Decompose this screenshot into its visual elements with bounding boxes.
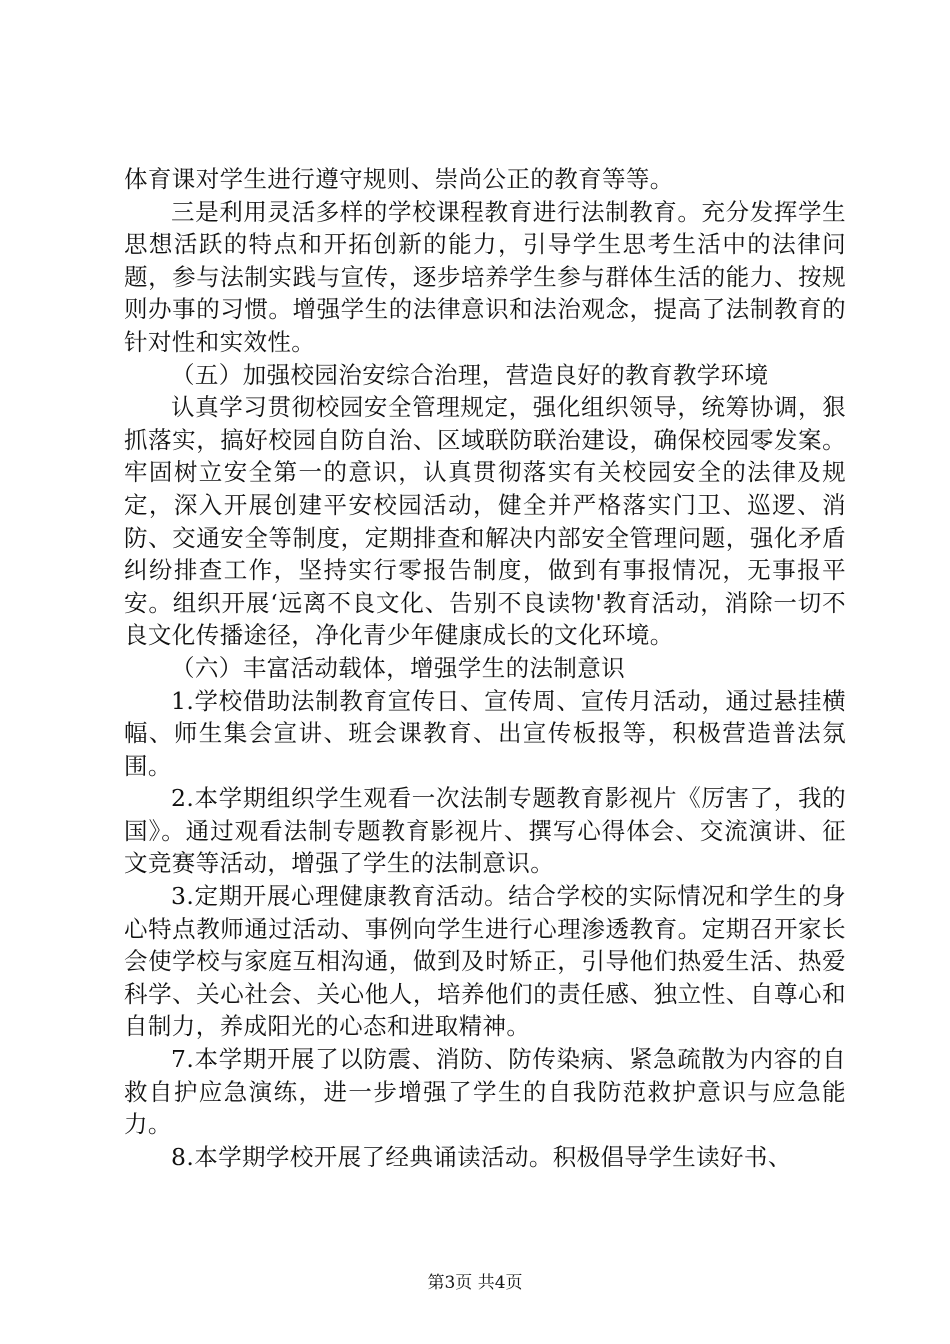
list-item-8: 8.本学期学校开展了经典诵读活动。积极倡导学生读好书、: [171, 1142, 792, 1171]
list-item-2: 2.本学期组织学生观看一次法制专题教育影视片《厉害了，我的国》。通过观看法制专题教育影视片、撰写心得体会、交流演讲、征文竞赛等活动，增强了学生的法制意识。: [124, 784, 846, 878]
paragraph-course-education: 三是利用灵活多样的学校课程教育进行法制教育。充分发挥学生思想活跃的特点和开拓创新的能力，引导学生思考生活中的法律问题，参与法制实践与宣传，逐步培养学生参与群体生活的能力、按规则办事的习惯。增强学生的法律意识和法治观念，提高了法制教育的针对性和实效性。: [124, 197, 846, 356]
list-item-3: 3.定期开展心理健康教育活动。结合学校的实际情况和学生的身心特点教师通过活动、事例向学生进行心理渗透教育。定期召开家长会使学校与家庭互相沟通，做到及时矫正，引导他们热爱生活、热爱科学、关心社会、关心他人，培养他们的责任感、独立性、自尊心和自制力，养成阳光的心态和进取精神。: [124, 882, 846, 1041]
section-heading-six: （六）丰富活动载体，增强学生的法制意识: [171, 653, 626, 682]
list-item-1: 1.学校借助法制教育宣传日、宣传周、宣传月活动，通过悬挂横幅、师生集会宣讲、班会课教育、出宣传板报等，积极营造普法氛围。: [124, 686, 846, 780]
page-number-footer: 第3页 共4页: [427, 1273, 523, 1293]
section-heading-five: （五）加强校园治安综合治理，营造良好的教育教学环境: [171, 360, 769, 389]
paragraph-campus-safety: 认真学习贯彻校园安全管理规定，强化组织领导，统筹协调，狠抓落实，搞好校园自防自治、区域联防联治建设，确保校园零发案。牢固树立安全第一的意识，认真贯彻落实有关校园安全的法律及规定，深入开展创建平安校园活动，健全并严格落实门卫、巡逻、消防、交通安全等制度，定期排查和解决内部安全管理问题，强化矛盾纠纷排查工作，坚持实行零报告制度，做到有事报情况，无事报平安。组织开展‘远离不良文化、告别不良读物'教育活动，消除一切不良文化传播途径，净化青少年健康成长的文化环境。: [124, 393, 846, 650]
document-body: [124, 163, 846, 1173]
paragraph-continuation: 体育课对学生进行遵守规则、崇尚公正的教育等等。: [124, 165, 674, 193]
list-item-7: 7.本学期开展了以防震、消防、防传染病、紧急疏散为内容的自救自护应急演练，进一步增强了学生的自我防范救护意识与应急能力。: [124, 1045, 846, 1139]
